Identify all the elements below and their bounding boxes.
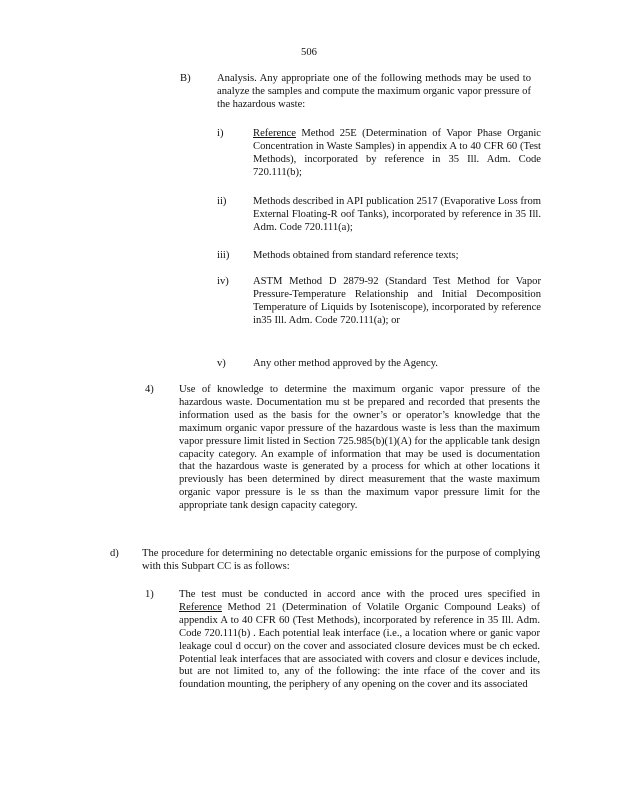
paragraph-b-analysis xyxy=(180,73,531,112)
list-item-label: ii) xyxy=(217,196,227,207)
paragraph-text-rest: Method 21 (Determination of Volatile Organic Compound Leaks) of appendix A to 40 CFR 60 (Test Methods), incorporated by reference in 35 Ill. Adm. Code 720.111(b) . Each potential leak interface (i.e., a location where or ganic vapor leakage coul d occur) on the cover and associated closure devices must be ch ecked. Potential leak interfaces that are associated with covers and closur e devices include, but are not limited to, any of the following: the inte rface of the cover and its foundation mounting, the periphery of any opening on the cover and its associated xyxy=(179,601,540,691)
list-item-text: Any other method approved by the Agency. xyxy=(253,358,438,369)
paragraph-label: B) xyxy=(180,73,191,84)
list-item-label: i) xyxy=(217,128,224,139)
list-item-v xyxy=(217,358,541,371)
list-item-label: v) xyxy=(217,358,226,369)
underlined-word: Reference xyxy=(179,601,222,613)
list-item-iii xyxy=(217,250,541,263)
underlined-word: Reference xyxy=(253,128,296,139)
page-number: 506 xyxy=(301,47,317,58)
paragraph-label: 4) xyxy=(145,384,154,395)
list-item-ii xyxy=(217,196,541,235)
paragraph-text-start: The test must be conducted in accord ance with the proced ures specified in xyxy=(179,589,540,600)
paragraph-4-use-of-knowledge xyxy=(145,384,540,513)
paragraph-text xyxy=(179,589,540,692)
paragraph-label: 1) xyxy=(145,589,154,600)
list-item-text: Methods obtained from standard reference texts; xyxy=(253,250,459,261)
list-item-label: iii) xyxy=(217,250,230,261)
paragraph-label: d) xyxy=(110,548,119,559)
list-item-text: Methods described in API publication 2517 (Evaporative Loss from External Floating-R oof Tanks), incorporated by reference in 35 Ill. Adm. Code 720.111(a); xyxy=(253,196,541,233)
paragraph-text: Analysis. Any appropriate one of the following methods may be used to analyze the samples and compute the maximum organic vapor pressure of the hazardous waste: xyxy=(217,73,531,110)
list-item-text: ASTM Method D 2879-92 (Standard Test Method for Vapor Pressure-Temperature Relationship and Initial Decomposition Temperature of Liquids by Isoteniscope), incorporated by reference in35 Ill. Adm. Code 720.111(a); or xyxy=(253,276,541,326)
list-item-label: iv) xyxy=(217,276,229,287)
paragraph-d1-test-procedure xyxy=(145,589,540,692)
list-item-text xyxy=(253,128,541,180)
list-item-iv xyxy=(217,276,541,328)
paragraph-d-procedure xyxy=(110,548,540,574)
paragraph-text: The procedure for determining no detectable organic emissions for the purpose of complying with this Subpart CC is as follows: xyxy=(142,548,540,572)
list-item-body: Method 25E (Determination of Vapor Phase Organic Concentration in Waste Samples) in appendix A to 40 CFR 60 (Test Methods), incorporated by reference in 35 Ill. Adm. Code 720.111(b); xyxy=(253,128,542,178)
paragraph-text: Use of knowledge to determine the maximum organic vapor pressure of the hazardous waste. Documentation mu st be prepared and recorded that presents the information used as the basis for the owner’s or operator’s knowledge that the maximum organic vapor pressure of the hazardous waste is less than the maximum vapor pressure limit listed in Section 725.985(b)(1)(A) for the applicable tank design capacity category. An example of information that may be used is documentation that the hazardous waste is generated by a process for which at other locations it previously has been determined by direct measurement that the waste maximum organic vapor pressure is le ss than the maximum vapor pressure limit for the appropriate tank design capacity category. xyxy=(179,384,540,512)
list-item-i xyxy=(217,128,541,180)
